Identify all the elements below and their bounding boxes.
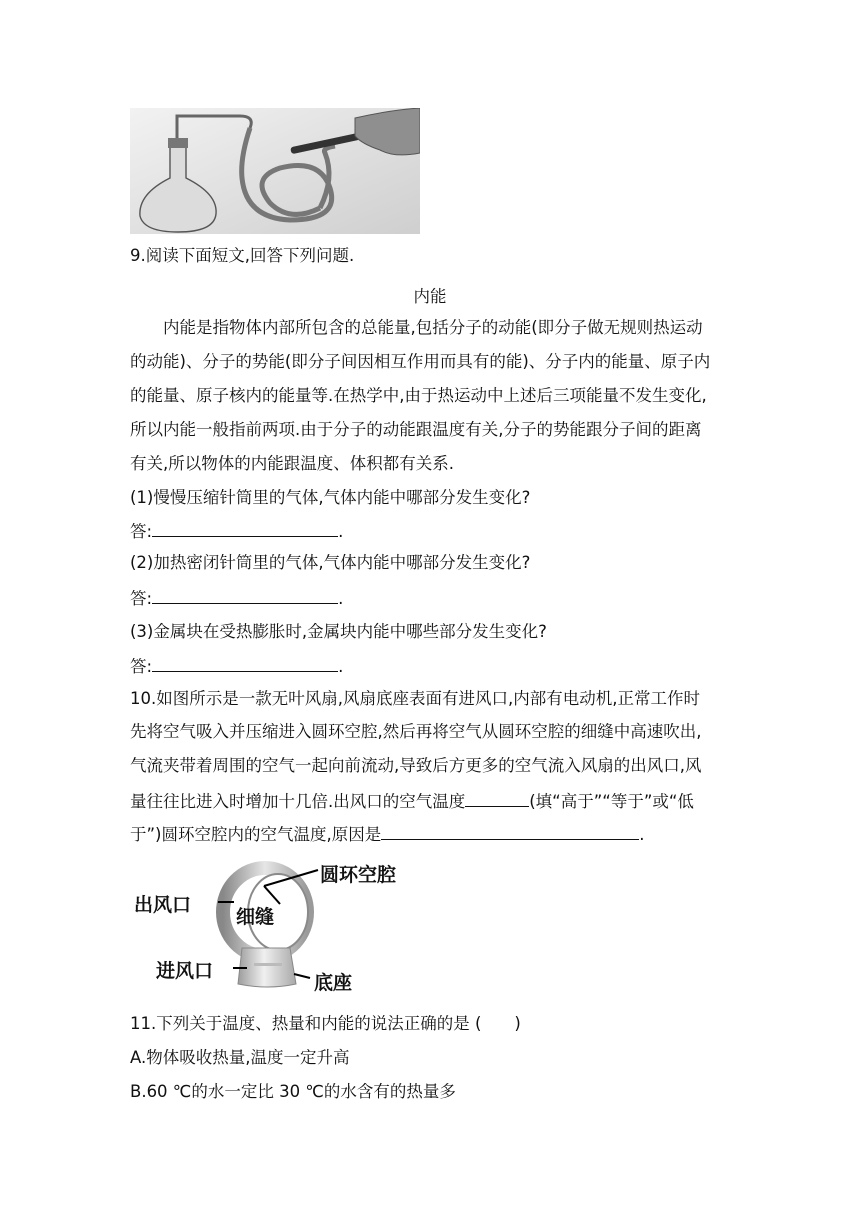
q11-option-a: A.物体吸收热量,温度一定升高	[130, 1048, 350, 1067]
q9-sub3: (3)金属块在受热膨胀时,金属块内能中哪些部分发生变化?	[130, 622, 547, 641]
base-label: 底座	[314, 972, 353, 994]
ring-cavity-label: 圆环空腔	[320, 864, 397, 886]
q9-para-line: 有关,所以物体的内能跟温度、体积都有关系.	[130, 454, 454, 473]
q10-text: 于”)圆环空腔内的空气温度,原因是	[130, 825, 382, 844]
q9-para-line: 的动能)、分子的势能(即分子间因相互作用而具有的能)、分子内的能量、原子内	[130, 352, 711, 371]
answer-prefix: 答:	[130, 522, 153, 541]
slit-label: 细缝	[236, 906, 275, 928]
temperature-blank[interactable]	[465, 790, 529, 807]
period: .	[338, 589, 344, 608]
q9-sub1: (1)慢慢压缩针筒里的气体,气体内能中哪部分发生变化?	[130, 488, 531, 507]
period: .	[639, 825, 645, 844]
bladeless-fan-figure	[130, 856, 440, 994]
q11-stem: 11.下列关于温度、热量和内能的说法正确的是	[130, 1014, 470, 1033]
q10-text: (填“高于”“等于”或“低	[529, 792, 694, 811]
q10-line-5	[130, 823, 644, 845]
period: .	[338, 522, 344, 541]
answer-paren[interactable]: ( )	[475, 1014, 521, 1033]
q9-answer2	[130, 587, 343, 609]
q9-sub2: (2)加热密闭针筒里的气体,气体内能中哪部分发生变化?	[130, 553, 531, 572]
q9-answer1	[130, 520, 343, 542]
q10-line: 先将空气吸入并压缩进入圆环空腔,然后再将空气从圆环空腔的细缝中高速吹出,	[130, 722, 702, 741]
q9-para-line: 的能量、原子核内的能量等.在热学中,由于热运动中上述后三项能量不发生变化,	[130, 386, 707, 405]
q11-stem-line	[130, 1014, 521, 1034]
reason-blank[interactable]	[381, 823, 639, 840]
experiment-photo	[130, 108, 420, 234]
q10-line: 10.如图所示是一款无叶风扇,风扇底座表面有进风口,内部有电动机,正常工作时	[130, 689, 700, 708]
q9-answer3	[130, 655, 343, 677]
q9-para-line: 内能是指物体内部所包含的总能量,包括分子的动能(即分子做无规则热运动	[163, 318, 703, 337]
q9-para-line: 所以内能一般指前两项.由于分子的动能跟温度有关,分子的势能跟分子间的距离	[130, 420, 702, 439]
answer-blank-2[interactable]	[152, 587, 338, 604]
outlet-label: 出风口	[134, 894, 192, 916]
q10-text: 量往往比进入时增加十几倍.出风口的空气温度	[130, 792, 466, 811]
period: .	[338, 657, 344, 676]
q9-title: 内能	[413, 287, 447, 306]
answer-prefix: 答:	[130, 589, 153, 608]
q10-line: 气流夹带着周围的空气一起向前流动,导致后方更多的空气流入风扇的出风口,风	[130, 756, 702, 775]
q11-option-b: B.60 ℃的水一定比 30 ℃的水含有的热量多	[130, 1082, 456, 1101]
inlet-label: 进风口	[156, 960, 214, 982]
answer-blank-3[interactable]	[152, 655, 338, 672]
q9-stem: 9.阅读下面短文,回答下列问题.	[130, 246, 355, 265]
answer-blank-1[interactable]	[152, 520, 338, 537]
q10-line-4	[130, 790, 694, 812]
answer-prefix: 答:	[130, 657, 153, 676]
